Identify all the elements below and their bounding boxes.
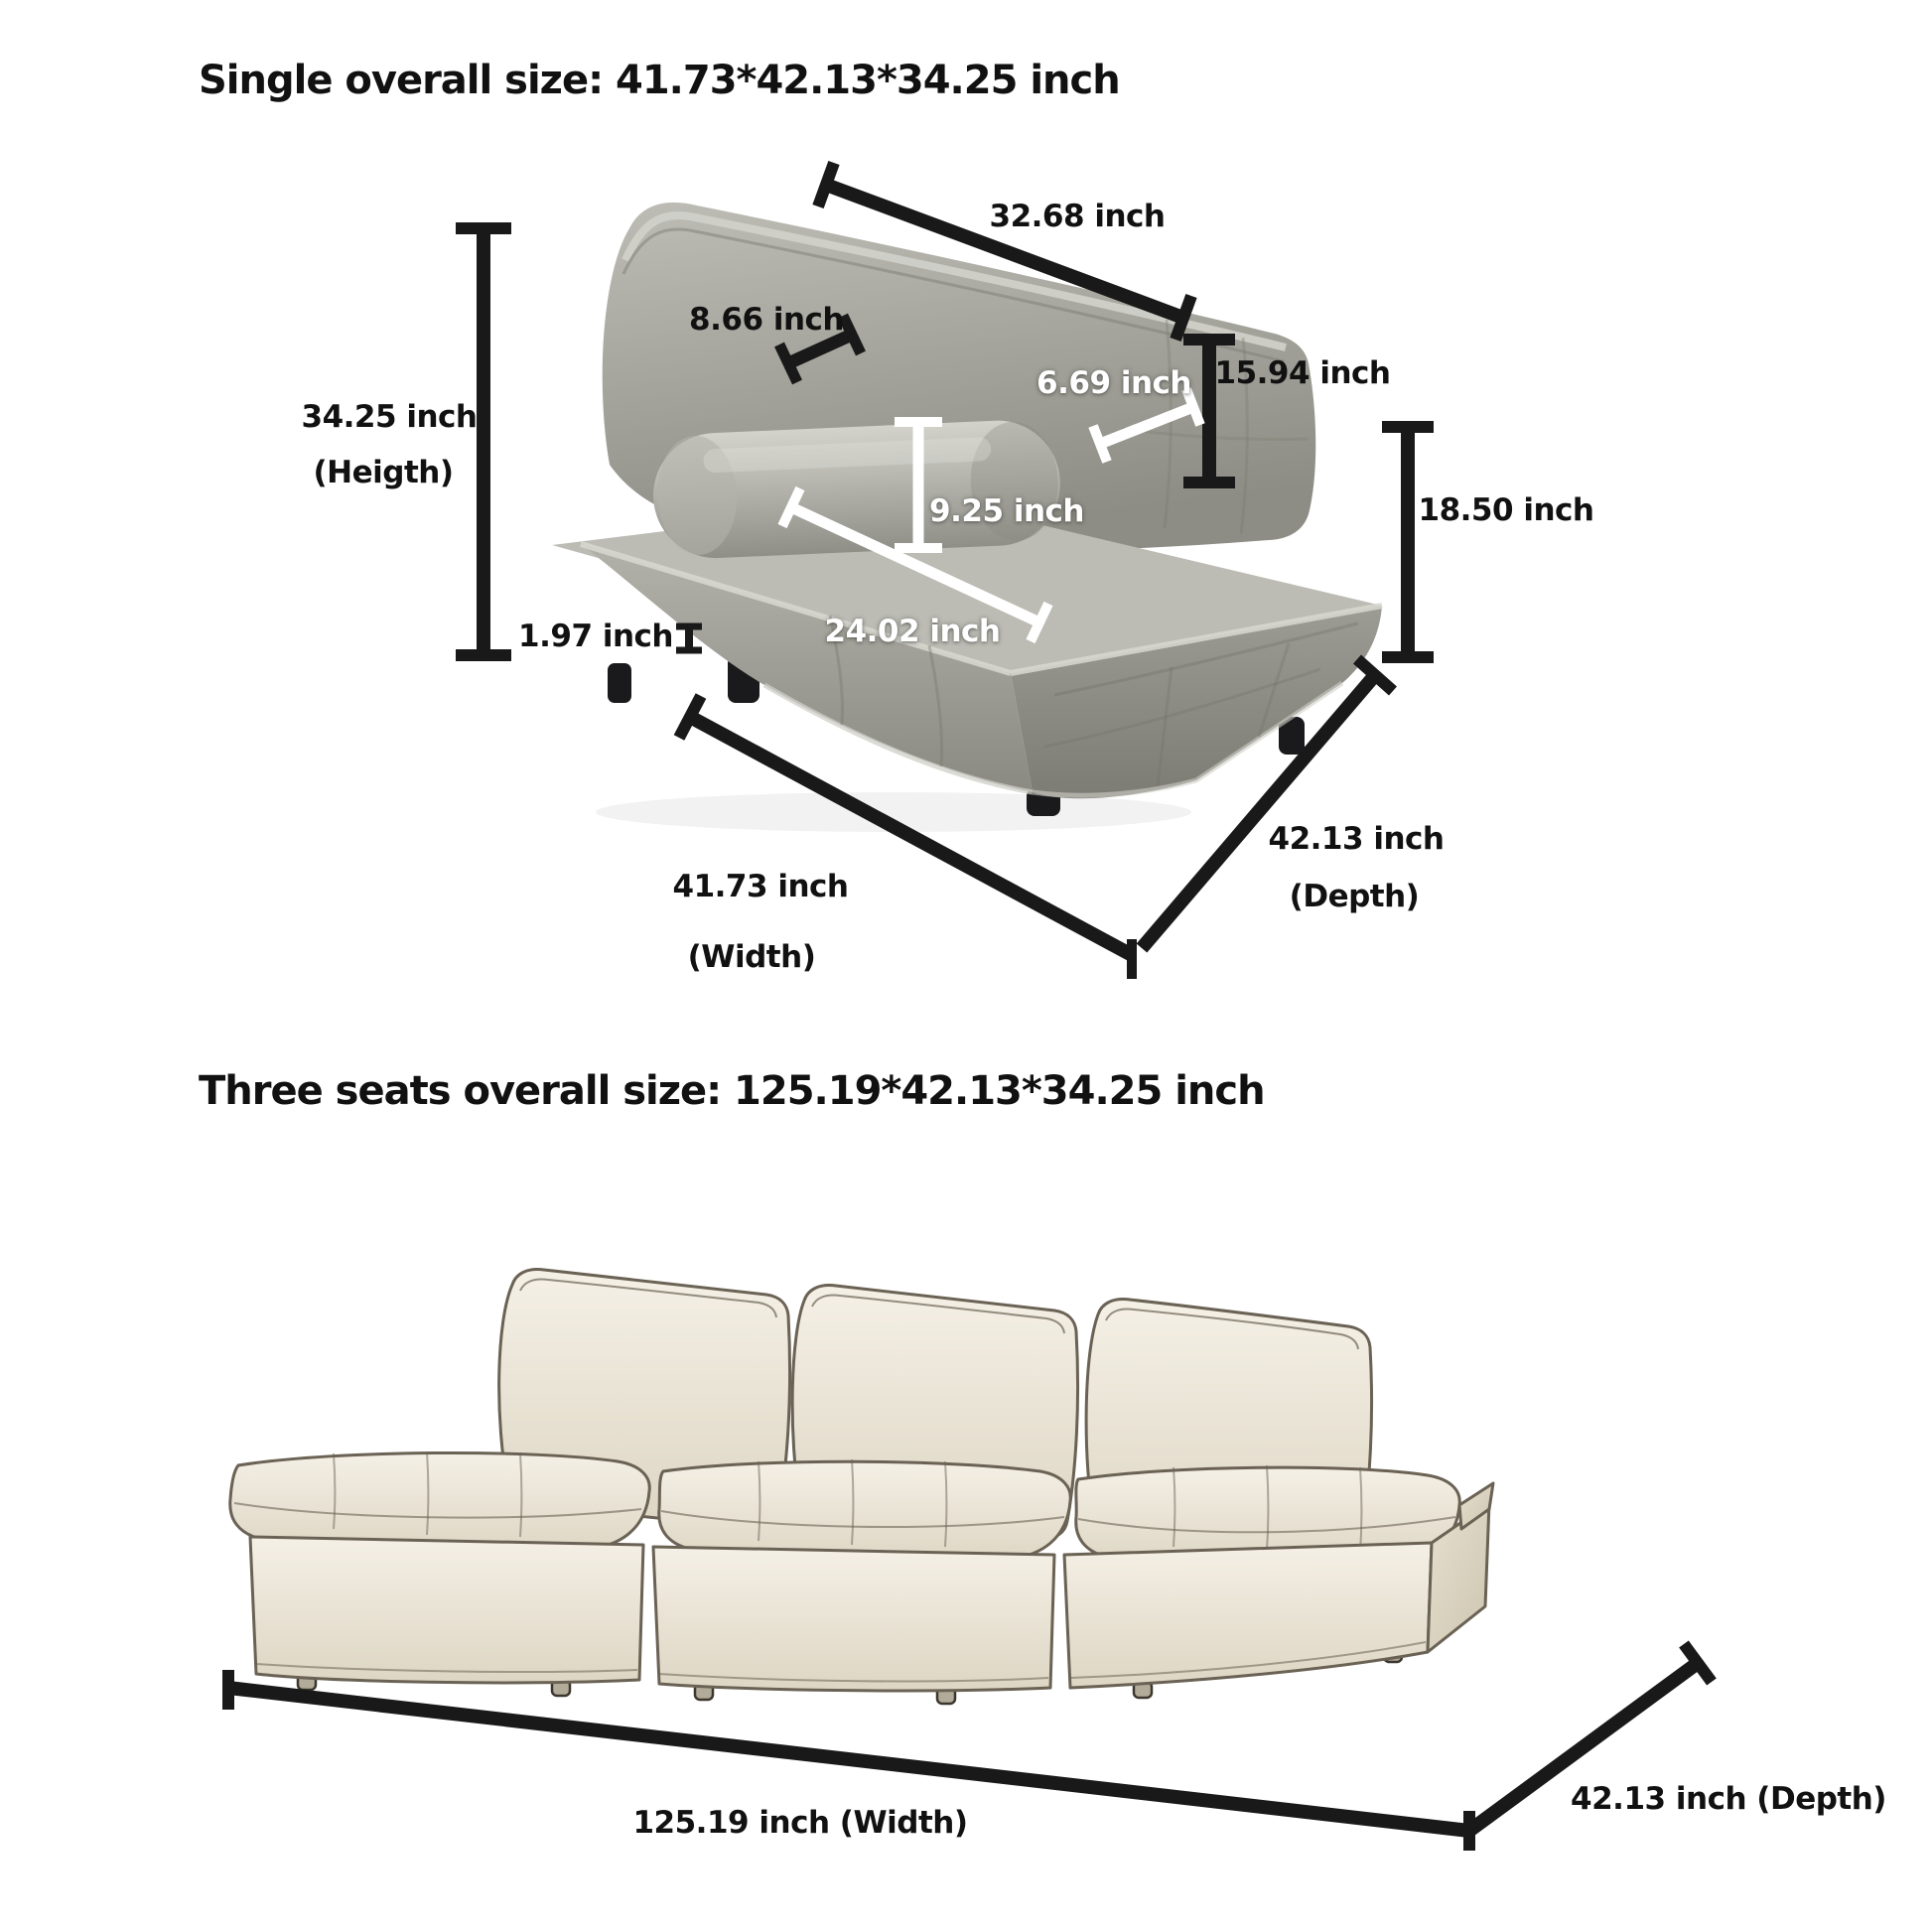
base-box-1 (250, 1537, 643, 1683)
dim-label-overall-height-note: (Heigth) (313, 455, 454, 490)
dim-label-back-cushion-thickness: 8.66 inch (689, 302, 844, 338)
dim-label-three-depth: 42.13 inch (Depth) (1571, 1781, 1886, 1817)
dim-label-overall-height: 34.25 inch (301, 399, 478, 435)
three-seat-figure-title: Three seats overall size: 125.19*42.13*34.25 inch (199, 1068, 1265, 1114)
dim-label-back-height: 15.94 inch (1214, 355, 1391, 391)
dim-label-overall-width: 41.73 inch (672, 869, 849, 904)
dim-label-back-pillow-thickness: 6.69 inch (1036, 365, 1191, 401)
base-box-2 (653, 1547, 1054, 1691)
dim-label-overall-depth: 42.13 inch (1268, 821, 1445, 857)
dim-line-overall-height (456, 228, 511, 655)
dim-label-back-cushion-width: 32.68 inch (989, 199, 1166, 234)
dim-label-leg-height: 1.97 inch (518, 619, 673, 654)
dim-label-three-width: 125.19 inch (Width) (632, 1805, 968, 1841)
three-seat-sofa-illustration (230, 1270, 1493, 1704)
dim-label-seat-height: 18.50 inch (1418, 492, 1594, 528)
dim-line-seat-height (1382, 427, 1434, 657)
dim-label-bolster-length: 24.02 inch (824, 614, 1001, 649)
single-figure-title: Single overall size: 41.73*42.13*34.25 inch (199, 58, 1120, 103)
dim-label-overall-width-note: (Width) (687, 939, 816, 975)
dim-label-overall-depth-note: (Depth) (1289, 879, 1420, 914)
dim-label-bolster-height: 9.25 inch (929, 493, 1084, 529)
